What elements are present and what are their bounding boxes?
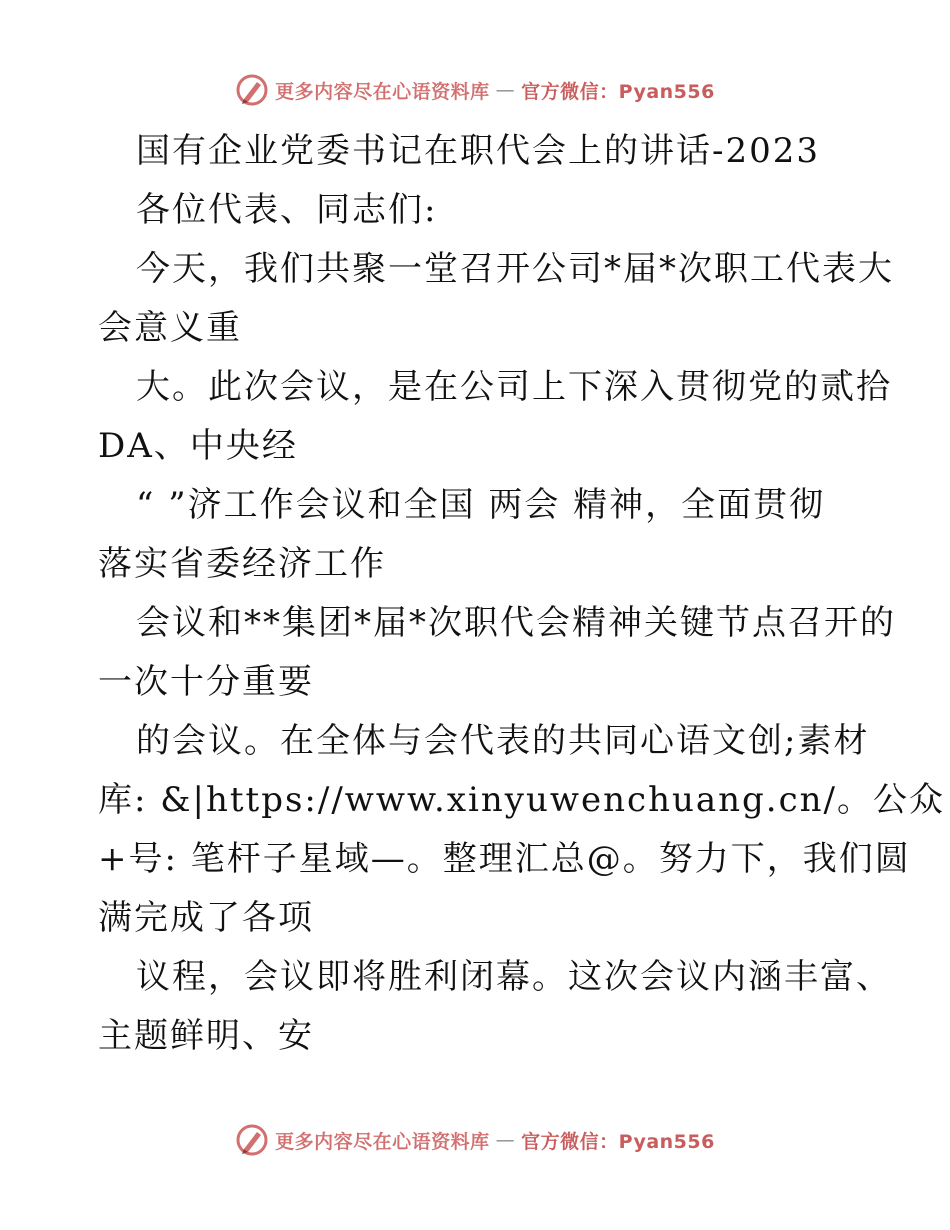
- paragraph-line: 满完成了各项: [98, 898, 314, 938]
- paragraph-line: 库: &|https://www.xinyuwenchuang.cn/。公众: [98, 780, 946, 820]
- watermark-separator: —: [495, 1129, 516, 1151]
- watermark-contact-text: 官方微信：Pyan556: [521, 80, 715, 103]
- pen-logo-icon: [235, 1123, 269, 1157]
- paragraph-line: 的会议。在全体与会代表的共同心语文创;素材: [136, 721, 870, 761]
- paragraph-line: DA、中央经: [98, 426, 298, 466]
- watermark-separator: —: [495, 79, 516, 101]
- pen-logo-icon: [235, 73, 269, 107]
- paragraph-line: 会意义重: [98, 308, 242, 348]
- watermark-main-text: 更多内容尽在心语资料库: [275, 80, 490, 103]
- footer-watermark: [0, 1120, 950, 1160]
- paragraph-line: 今天，我们共聚一堂召开公司*届*次职工代表大: [136, 249, 894, 289]
- paragraph-line: 会议和**集团*届*次职代会精神关键节点召开的: [136, 603, 896, 643]
- paragraph-line: 一次十分重要: [98, 662, 314, 702]
- salutation: 各位代表、同志们:: [136, 190, 438, 230]
- watermark-contact-text: 官方微信：Pyan556: [521, 1130, 715, 1153]
- paragraph-line: “ ”济工作会议和全国 两会 精神，全面贯彻: [136, 485, 826, 525]
- paragraph-line: 议程，会议即将胜利闭幕。这次会议内涵丰富、: [136, 957, 892, 997]
- paragraph-line: +号: 笔杆子星域—。整理汇总@。努力下，我们圆: [98, 839, 911, 879]
- paragraph-line: 主题鲜明、安: [98, 1016, 314, 1056]
- document-title: 国有企业党委书记在职代会上的讲话-2023: [136, 131, 821, 171]
- document-body: [98, 122, 946, 1066]
- paragraph-line: 落实省委经济工作: [98, 544, 386, 584]
- header-watermark: [0, 70, 950, 110]
- paragraph-line: 大。此次会议，是在公司上下深入贯彻党的贰拾: [136, 367, 892, 407]
- watermark-main-text: 更多内容尽在心语资料库: [275, 1130, 490, 1153]
